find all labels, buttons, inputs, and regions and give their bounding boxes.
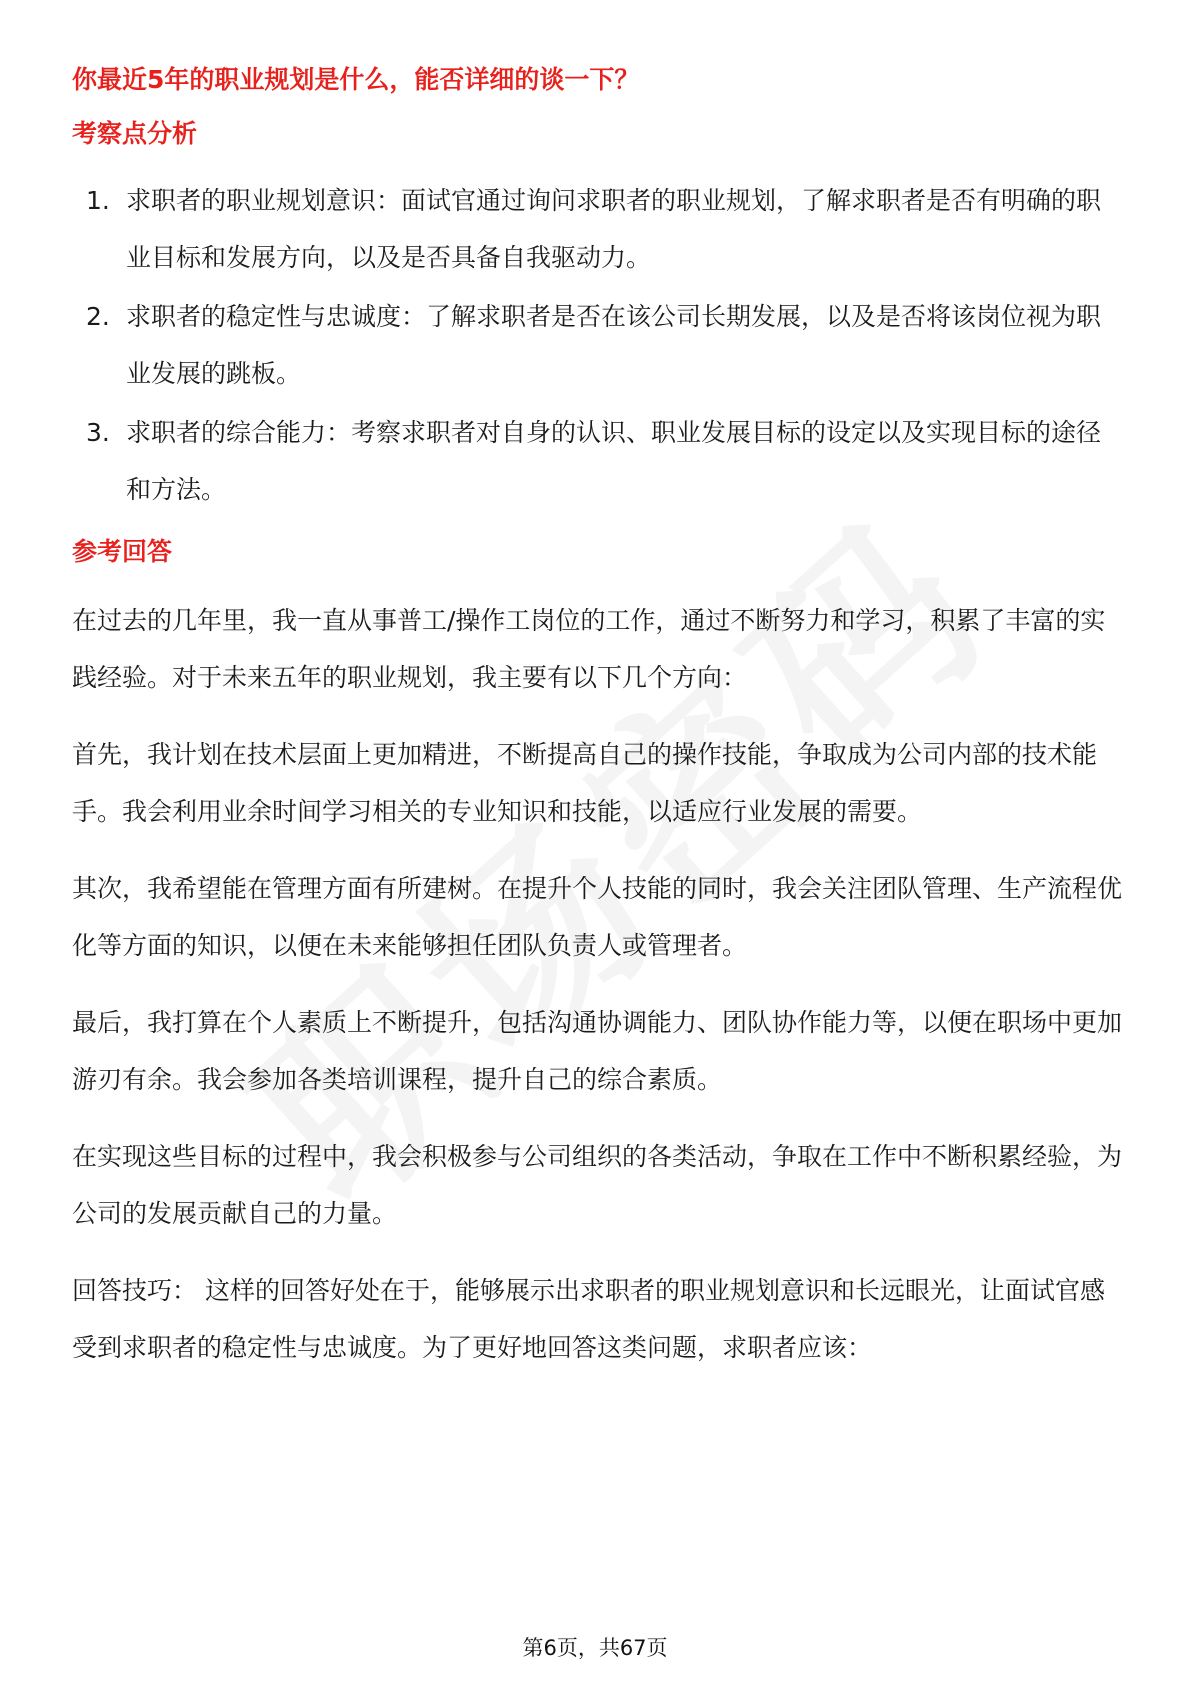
answer-tips-paragraph: 回答技巧： 这样的回答好处在于，能够展示出求职者的职业规划意识和长远眼光，让面试官感受到求职者的稳定性与忠诚度。为了更好地回答这类问题，求职者应该： [72,1276,1105,1362]
answer-section-title: 参考回答 [72,537,173,566]
answer-paragraph: 最后，我打算在个人素质上不断提升，包括沟通协调能力、团队协作能力等，以便在职场中更加游刃有余。我会参加各类培训课程，提升自己的综合素质。 [72,1008,1123,1094]
answer-paragraph: 首先，我计划在技术层面上更加精进，不断提高自己的操作技能，争取成为公司内部的技术能手。我会利用业余时间学习相关的专业知识和技能，以适应行业发展的需要。 [72,740,1098,826]
analysis-item-text: 求职者的综合能力：考察求职者对自身的认识、职业发展目标的设定以及实现目标的途径和方法。 [126,418,1102,504]
analysis-item-number: 2. [86,302,110,331]
analysis-section-title: 考察点分析 [72,119,198,148]
analysis-list [72,172,1124,518]
analysis-item-text: 求职者的稳定性与忠诚度：了解求职者是否在该公司长期发展，以及是否将该岗位视为职业发展的跳板。 [126,302,1102,388]
analysis-item-text: 求职者的职业规划意识：面试官通过询问求职者的职业规划，了解求职者是否有明确的职业目标和发展方向，以及是否具备自我驱动力。 [126,186,1102,272]
analysis-item [72,172,1124,286]
analysis-item [72,288,1124,402]
answer-paragraph: 其次，我希望能在管理方面有所建树。在提升个人技能的同时，我会关注团队管理、生产流程优化等方面的知识，以便在未来能够担任团队负责人或管理者。 [72,874,1123,960]
analysis-item [72,404,1124,518]
page-number-footer: 第6页，共67页 [522,1636,668,1660]
answer-paragraph: 在过去的几年里，我一直从事普工/操作工岗位的工作，通过不断努力和学习，积累了丰富的实践经验。对于未来五年的职业规划，我主要有以下几个方向： [72,606,1106,692]
answer-paragraph: 在实现这些目标的过程中，我会积极参与公司组织的各类活动，争取在工作中不断积累经验，为公司的发展贡献自己的力量。 [72,1142,1123,1228]
question-heading: 你最近5年的职业规划是什么，能否详细的谈一下？ [72,65,640,94]
document-page [72,58,1124,1396]
analysis-item-number: 1. [86,186,110,215]
analysis-item-number: 3. [86,418,110,447]
